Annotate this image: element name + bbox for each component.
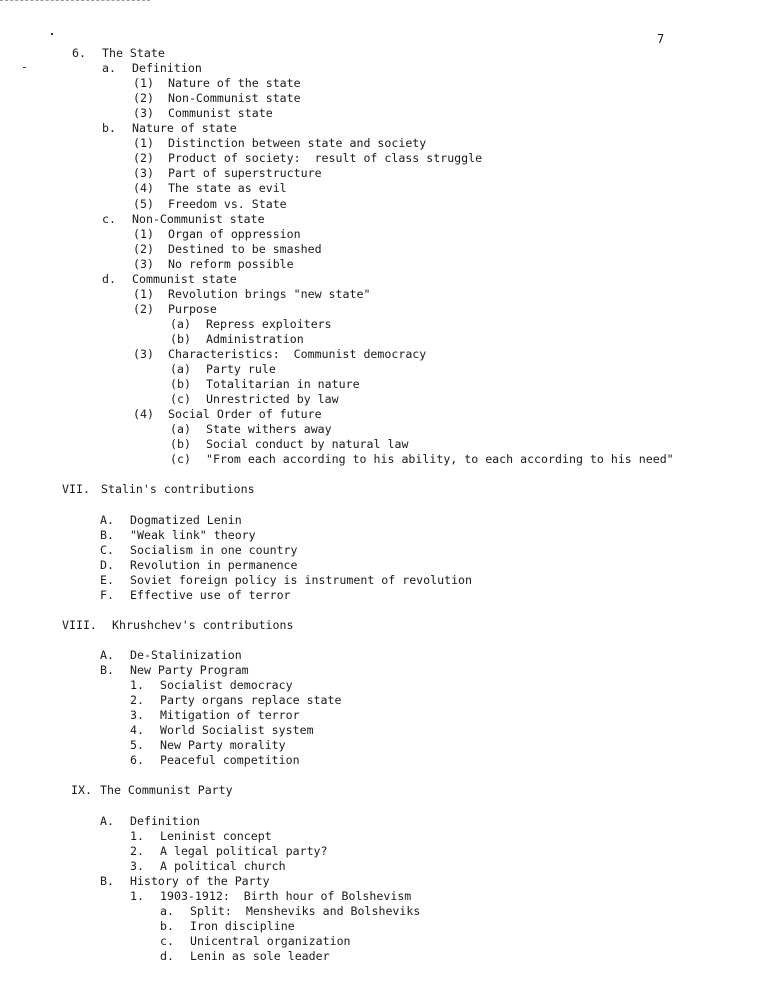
outline-item-label: 1. — [130, 828, 144, 843]
outline-item-label: b. — [102, 121, 116, 136]
outline-item-label: 4. — [130, 723, 144, 738]
outline-item-label: A. — [100, 648, 114, 662]
outline-item-text: Iron discipline — [190, 918, 295, 933]
outline-item — [0, 136, 763, 151]
outline-item — [0, 46, 763, 61]
outline-item-label: (3) — [133, 347, 154, 361]
outline-item-text: New Party Program — [130, 663, 249, 678]
outline-item-label: E. — [100, 572, 114, 587]
outline-item-label: F. — [100, 587, 114, 602]
outline-item-text: "Weak link" theory — [130, 527, 256, 542]
outline-item-label: (a) — [170, 316, 191, 331]
outline-item — [0, 814, 763, 829]
outline-item-text: Definition — [130, 813, 200, 828]
outline-item-label: 1. — [130, 888, 144, 903]
outline-item-text: Distinction between state and society — [168, 136, 427, 151]
outline-item — [0, 287, 763, 302]
outline-item-text: Freedom vs. State — [168, 196, 287, 211]
outline-item-label: a. — [102, 61, 116, 76]
outline-item-text: Party organs replace state — [160, 693, 342, 708]
outline-item-text: No reform possible — [168, 256, 294, 271]
outline-item-text: The Communist Party — [100, 783, 233, 798]
outline-item-label: (b) — [170, 331, 191, 346]
outline-item-label: 6. — [72, 46, 86, 60]
outline-item-text: State withers away — [206, 422, 332, 437]
outline-item — [0, 874, 763, 889]
outline-item — [0, 166, 763, 181]
outline-item-label: (2) — [133, 91, 154, 106]
outline-item-text: Unrestricted by law — [206, 392, 339, 407]
outline-item-label: (2) — [133, 151, 154, 166]
page-number: 7 — [657, 32, 665, 46]
outline-item — [0, 257, 763, 272]
outline-item — [0, 949, 763, 964]
outline-item-text: A legal political party? — [160, 843, 328, 858]
outline-item — [0, 708, 763, 723]
outline-item-label: (5) — [133, 196, 154, 211]
outline-item-label: 3. — [130, 858, 144, 873]
outline-item — [0, 227, 763, 242]
outline-item — [0, 934, 763, 949]
outline-item — [0, 197, 763, 212]
outline-item-text: Effective use of terror — [130, 587, 291, 602]
outline-item-text: Soviet foreign policy is instrument of revolution — [130, 572, 473, 587]
outline-item — [0, 889, 763, 904]
outline-item — [0, 437, 763, 452]
outline-item — [0, 904, 763, 919]
outline-item-label: (4) — [133, 407, 154, 422]
outline-item-label: a. — [160, 903, 174, 918]
outline-item — [0, 407, 763, 422]
outline-item-label: VIII. — [62, 617, 97, 632]
outline-item-label: (3) — [133, 106, 154, 121]
outline-item-text: Lenin as sole leader — [190, 949, 330, 963]
outline-item — [0, 91, 763, 106]
outline-item-label: 2. — [130, 693, 144, 708]
outline-item-text: 1903-1912: Birth hour of Bolshevism — [160, 888, 412, 903]
outline-item-text: World Socialist system — [160, 723, 314, 738]
outline-item — [0, 543, 763, 558]
outline-item — [0, 452, 763, 467]
outline-item-text: A political church — [160, 858, 286, 873]
outline-item-label: (1) — [133, 76, 154, 91]
outline-item — [0, 648, 763, 663]
outline-item — [0, 618, 763, 633]
outline-item — [0, 513, 763, 528]
outline-item — [0, 738, 763, 753]
outline-item-label: VII. — [62, 482, 90, 497]
outline-item-text: Repress exploiters — [206, 316, 332, 331]
outline-item-label: b. — [160, 918, 174, 933]
outline-item-text: Social Order of future — [168, 407, 322, 422]
outline-item-text: Purpose — [168, 301, 217, 316]
outline-item — [0, 332, 763, 347]
outline-item — [0, 753, 763, 768]
outline-item — [0, 919, 763, 934]
outline-item-label: c. — [102, 211, 116, 226]
outline-item — [0, 362, 763, 377]
outline-item-text: Mitigation of terror — [160, 708, 300, 723]
outline-item-text: Definition — [132, 61, 202, 76]
outline-item — [0, 302, 763, 317]
outline-item-text: Product of society: result of class struggle — [168, 151, 483, 166]
outline-item-label: B. — [100, 663, 114, 678]
outline-item-text: Khrushchev's contributions — [112, 617, 294, 632]
outline-item — [0, 317, 763, 332]
outline-item — [0, 528, 763, 543]
outline-item-text: New Party morality — [160, 738, 286, 753]
outline-item-label: 2. — [130, 843, 144, 858]
outline-item-label: 5. — [130, 738, 144, 753]
outline-item-text: The State — [102, 46, 165, 60]
outline-item-label: C. — [100, 542, 114, 557]
outline-item-label: 6. — [130, 753, 144, 768]
outline-item — [0, 242, 763, 257]
outline-item-text: De-Stalinization — [130, 648, 242, 662]
outline-item-text: Party rule — [206, 362, 276, 377]
outline-item — [0, 573, 763, 588]
outline-item-text: Destined to be smashed — [168, 241, 322, 256]
outline-item-label: d. — [102, 271, 116, 286]
outline-item-text: Revolution in permanence — [130, 557, 298, 572]
outline-item-text: "From each according to his ability, to each according to his need" — [206, 452, 674, 467]
outline-item-text: Social conduct by natural law — [206, 437, 409, 452]
outline-item-text: Split: Mensheviks and Bolsheviks — [190, 903, 421, 918]
outline-item-label: (1) — [133, 286, 154, 301]
outline-item — [0, 783, 763, 798]
outline-item-label: (4) — [133, 181, 154, 196]
outline-item — [0, 76, 763, 91]
outline-item — [0, 829, 763, 844]
outline-item-label: (a) — [170, 422, 191, 437]
outline-item-text: Leninist concept — [160, 828, 272, 843]
outline-item-label: D. — [100, 557, 114, 572]
outline-item-label: B. — [100, 527, 114, 542]
outline-item-label: (3) — [133, 166, 154, 181]
outline-item-label: IX. — [71, 783, 92, 798]
outline-item-text: Characteristics: Communist democracy — [168, 347, 427, 361]
outline-item-label: (c) — [170, 452, 191, 467]
outline-item-text: Socialism in one country — [130, 542, 298, 557]
outline-item-label: B. — [100, 873, 114, 888]
outline-item-text: Peaceful competition — [160, 753, 300, 768]
outline-item-text: Revolution brings "new state" — [168, 286, 371, 301]
outline-item-label: c. — [160, 933, 174, 948]
outline-item — [0, 347, 763, 362]
outline-item-text: Non-Communist state — [132, 211, 265, 226]
outline-item-text: Stalin's contributions — [101, 482, 255, 497]
outline-item-label: A. — [100, 813, 114, 828]
outline-item — [0, 422, 763, 437]
outline-item-text: Nature of the state — [168, 76, 301, 91]
outline-item-text: The state as evil — [168, 181, 287, 196]
outline-item-label: (2) — [133, 241, 154, 256]
outline-item-label: (c) — [170, 392, 191, 407]
outline-item-text: Non-Communist state — [168, 91, 301, 106]
outline-item-label: 1. — [130, 678, 144, 693]
outline-item — [0, 859, 763, 874]
outline-item — [0, 181, 763, 196]
outline-item-text: Communist state — [168, 106, 273, 121]
outline-item-text: Dogmatized Lenin — [130, 512, 242, 527]
outline-item — [0, 588, 763, 603]
outline-item-text: Totalitarian in nature — [206, 377, 360, 392]
outline-item-label: (a) — [170, 362, 191, 377]
outline-item — [0, 678, 763, 693]
outline-item — [0, 482, 763, 497]
outline-item-label: 3. — [130, 708, 144, 723]
outline-item-text: Organ of oppression — [168, 226, 301, 241]
outline-item — [0, 121, 763, 136]
outline-item — [0, 106, 763, 121]
outline-item-label: d. — [160, 949, 174, 963]
outline-item-label: (b) — [170, 377, 191, 392]
outline-item-label: (b) — [170, 437, 191, 452]
outline-item — [0, 61, 763, 76]
outline-item — [0, 151, 763, 166]
outline-item — [0, 392, 763, 407]
outline-item-label: (1) — [133, 136, 154, 151]
outline-item-text: Part of superstructure — [168, 166, 322, 181]
outline-item-text: Administration — [206, 331, 304, 346]
outline-item-text: Communist state — [132, 271, 237, 286]
outline-item-text: Socialist democracy — [160, 678, 293, 693]
outline-item-text: Nature of state — [132, 121, 237, 136]
outline-item — [0, 723, 763, 738]
outline-item-text: History of the Party — [130, 873, 270, 888]
outline-item — [0, 272, 763, 287]
outline-item-text: Unicentral organization — [190, 933, 351, 948]
outline-item-label: (3) — [133, 256, 154, 271]
outline-item — [0, 844, 763, 859]
outline-item — [0, 558, 763, 573]
outline-item-label: (1) — [133, 226, 154, 241]
outline-item — [0, 663, 763, 678]
outline-item — [0, 693, 763, 708]
outline-item — [0, 377, 763, 392]
outline-item-label: (2) — [133, 301, 154, 316]
outline-item — [0, 212, 763, 227]
outline-item-label: A. — [100, 512, 114, 527]
